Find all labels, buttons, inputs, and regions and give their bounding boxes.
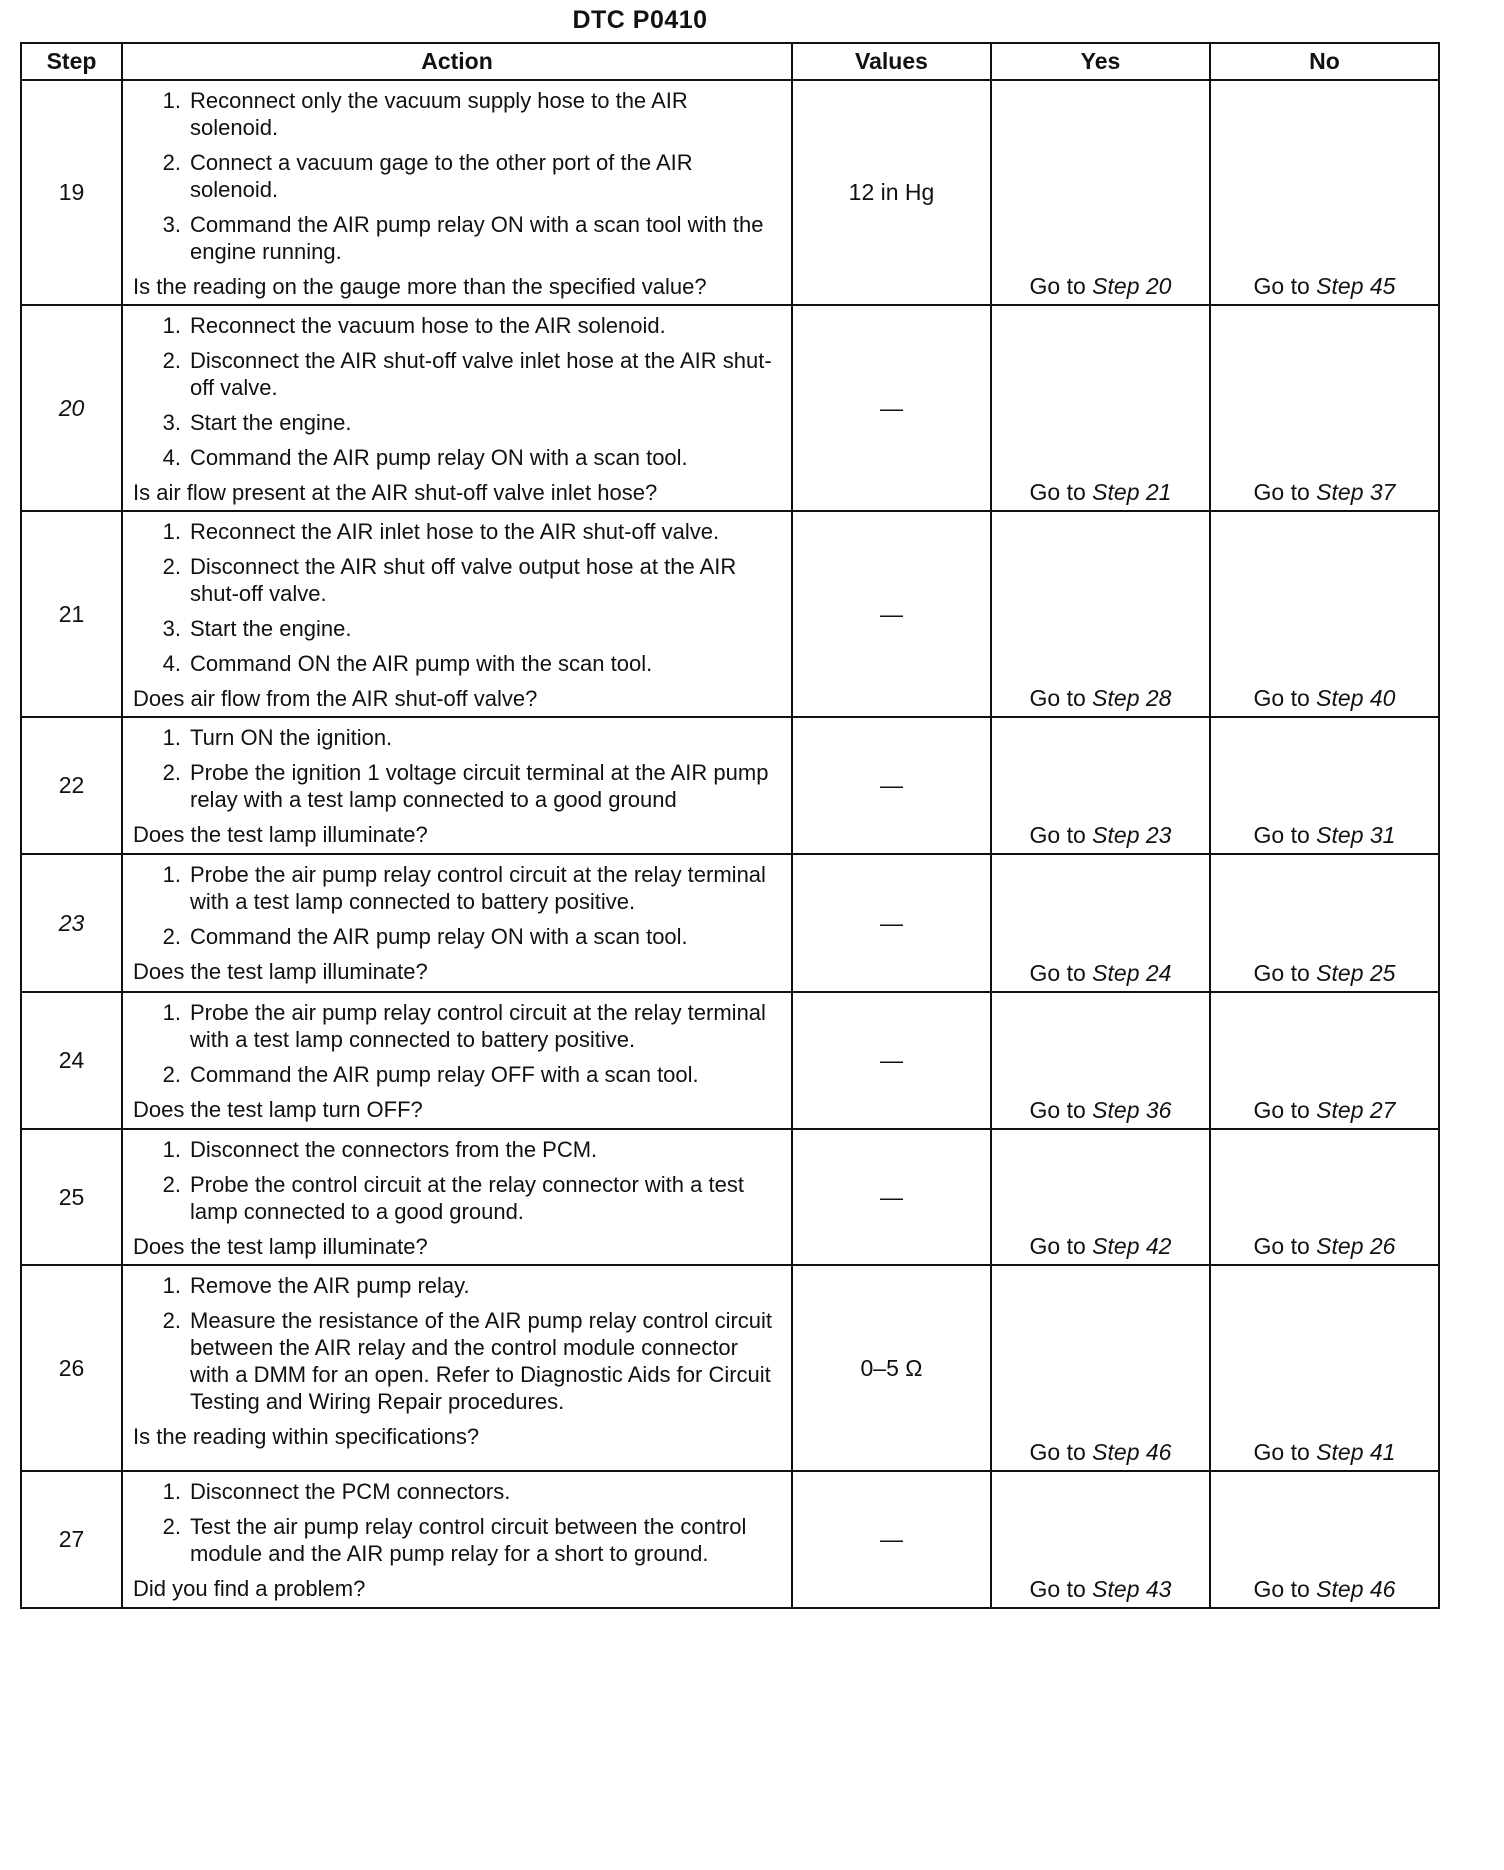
table-row bbox=[21, 1265, 1439, 1471]
yes-step-link[interactable]: Step 23 bbox=[1092, 822, 1172, 848]
spec-value: — bbox=[792, 1471, 991, 1608]
substep-text: Test the air pump relay control circuit between the control module and the AIR pump relay for a short to ground. bbox=[190, 1514, 747, 1566]
action-cell bbox=[122, 305, 792, 511]
yes-step-link[interactable]: Step 43 bbox=[1092, 1576, 1172, 1602]
no-goto-cell bbox=[1210, 1471, 1439, 1608]
table-row bbox=[21, 992, 1439, 1129]
substep-number: 1. bbox=[162, 1273, 181, 1298]
no-step-link[interactable]: Step 45 bbox=[1316, 273, 1396, 299]
goto-prefix: Go to bbox=[1029, 1233, 1093, 1259]
yes-step-link[interactable]: Step 20 bbox=[1092, 273, 1172, 299]
substep-text: Measure the resistance of the AIR pump relay control circuit between the AIR relay and the control module connector with a DMM for an open. Refer to Diagnostic Aids for Circuit Testing and Wiring Repair procedures. bbox=[190, 1308, 773, 1414]
goto-prefix: Go to bbox=[1253, 479, 1317, 505]
step-question: Does the test lamp illuminate? bbox=[133, 1234, 428, 1259]
goto-prefix: Go to bbox=[1253, 822, 1317, 848]
substep-text: Disconnect the AIR shut-off valve inlet hose at the AIR shut-off valve. bbox=[190, 348, 772, 400]
substep-list bbox=[133, 1478, 781, 1567]
substep-item bbox=[133, 1171, 781, 1225]
no-goto-cell bbox=[1210, 1265, 1439, 1471]
step-number: 19 bbox=[21, 80, 122, 305]
table-row bbox=[21, 305, 1439, 511]
goto-prefix: Go to bbox=[1029, 273, 1093, 299]
action-cell bbox=[122, 992, 792, 1129]
substep-text: Command the AIR pump relay ON with a scan tool. bbox=[190, 924, 688, 949]
substep-item bbox=[133, 1513, 781, 1567]
goto-prefix: Go to bbox=[1253, 960, 1317, 986]
substep-number: 3. bbox=[162, 212, 181, 237]
step-question: Is the reading within specifications? bbox=[133, 1424, 480, 1449]
goto-prefix: Go to bbox=[1253, 1439, 1317, 1465]
substep-number: 2. bbox=[162, 924, 181, 949]
substep-number: 2. bbox=[162, 1308, 181, 1333]
substep-number: 1. bbox=[162, 1137, 181, 1162]
substep-item bbox=[133, 650, 781, 677]
step-question: Does the test lamp illuminate? bbox=[133, 822, 428, 847]
substep-list bbox=[133, 1136, 781, 1225]
substep-text: Probe the ignition 1 voltage circuit terminal at the AIR pump relay with a test lamp connected to a good ground bbox=[190, 760, 769, 812]
no-step-link[interactable]: Step 46 bbox=[1316, 1576, 1396, 1602]
no-goto-cell bbox=[1210, 992, 1439, 1129]
substep-number: 1. bbox=[162, 725, 181, 750]
step-number: 23 bbox=[21, 854, 122, 992]
substep-item bbox=[133, 149, 781, 203]
table-row bbox=[21, 511, 1439, 717]
substep-text: Connect a vacuum gage to the other port of the AIR solenoid. bbox=[190, 150, 693, 202]
step-number: 27 bbox=[21, 1471, 122, 1608]
substep-text: Start the engine. bbox=[190, 616, 352, 641]
spec-value: — bbox=[792, 1129, 991, 1265]
no-step-link[interactable]: Step 25 bbox=[1316, 960, 1396, 986]
header-yes: Yes bbox=[991, 43, 1210, 80]
substep-number: 2. bbox=[162, 1062, 181, 1087]
substep-text: Command the AIR pump relay OFF with a scan tool. bbox=[190, 1062, 699, 1087]
table-row bbox=[21, 854, 1439, 992]
substep-item bbox=[133, 347, 781, 401]
no-step-link[interactable]: Step 41 bbox=[1316, 1439, 1396, 1465]
goto-prefix: Go to bbox=[1253, 273, 1317, 299]
spec-value: — bbox=[792, 511, 991, 717]
yes-step-link[interactable]: Step 28 bbox=[1092, 685, 1172, 711]
no-goto-cell bbox=[1210, 717, 1439, 854]
substep-number: 4. bbox=[162, 445, 181, 470]
substep-list bbox=[133, 724, 781, 813]
yes-goto-cell bbox=[991, 1471, 1210, 1608]
substep-item bbox=[133, 553, 781, 607]
substep-text: Reconnect only the vacuum supply hose to the AIR solenoid. bbox=[190, 88, 688, 140]
spec-value: — bbox=[792, 305, 991, 511]
substep-list bbox=[133, 861, 781, 950]
substep-item bbox=[133, 1307, 781, 1415]
no-goto-cell bbox=[1210, 511, 1439, 717]
action-cell bbox=[122, 1129, 792, 1265]
action-cell bbox=[122, 80, 792, 305]
substep-number: 3. bbox=[162, 410, 181, 435]
substep-text: Reconnect the AIR inlet hose to the AIR shut-off valve. bbox=[190, 519, 720, 544]
substep-number: 1. bbox=[162, 519, 181, 544]
substep-text: Probe the air pump relay control circuit at the relay terminal with a test lamp connected to battery positive. bbox=[190, 1000, 766, 1052]
substep-number: 2. bbox=[162, 760, 181, 785]
spec-value: — bbox=[792, 992, 991, 1129]
yes-goto-cell bbox=[991, 992, 1210, 1129]
no-step-link[interactable]: Step 40 bbox=[1316, 685, 1396, 711]
substep-text: Command ON the AIR pump with the scan tool. bbox=[190, 651, 653, 676]
no-goto-cell bbox=[1210, 1129, 1439, 1265]
step-number: 25 bbox=[21, 1129, 122, 1265]
goto-prefix: Go to bbox=[1029, 479, 1093, 505]
substep-number: 1. bbox=[162, 862, 181, 887]
action-cell bbox=[122, 1471, 792, 1608]
substep-number: 2. bbox=[162, 554, 181, 579]
yes-goto-cell bbox=[991, 511, 1210, 717]
table-row bbox=[21, 80, 1439, 305]
substep-text: Remove the AIR pump relay. bbox=[190, 1273, 470, 1298]
substep-text: Disconnect the AIR shut off valve output hose at the AIR shut-off valve. bbox=[190, 554, 737, 606]
step-number: 24 bbox=[21, 992, 122, 1129]
step-number: 26 bbox=[21, 1265, 122, 1471]
substep-item bbox=[133, 1061, 781, 1088]
yes-goto-cell bbox=[991, 1265, 1210, 1471]
substep-text: Probe the control circuit at the relay connector with a test lamp connected to a good ground. bbox=[190, 1172, 744, 1224]
yes-step-link[interactable]: Step 36 bbox=[1092, 1097, 1172, 1123]
goto-prefix: Go to bbox=[1253, 1233, 1317, 1259]
substep-number: 4. bbox=[162, 651, 181, 676]
substep-list bbox=[133, 87, 781, 265]
substep-item bbox=[133, 759, 781, 813]
header-action: Action bbox=[122, 43, 792, 80]
substep-list bbox=[133, 518, 781, 677]
substep-number: 2. bbox=[162, 348, 181, 373]
goto-prefix: Go to bbox=[1029, 822, 1093, 848]
goto-prefix: Go to bbox=[1029, 1439, 1093, 1465]
no-step-link[interactable]: Step 37 bbox=[1316, 479, 1396, 505]
no-step-link[interactable]: Step 31 bbox=[1316, 822, 1396, 848]
substep-number: 3. bbox=[162, 616, 181, 641]
document-title: DTC P0410 bbox=[572, 6, 708, 34]
step-question: Does the test lamp turn OFF? bbox=[133, 1097, 423, 1122]
substep-number: 2. bbox=[162, 1514, 181, 1539]
substep-item bbox=[133, 444, 781, 471]
action-cell bbox=[122, 854, 792, 992]
substep-number: 2. bbox=[162, 150, 181, 175]
substep-text: Turn ON the ignition. bbox=[190, 725, 393, 750]
step-question: Did you find a problem? bbox=[133, 1576, 366, 1601]
substep-item bbox=[133, 999, 781, 1053]
yes-goto-cell bbox=[991, 305, 1210, 511]
no-goto-cell bbox=[1210, 305, 1439, 511]
yes-goto-cell bbox=[991, 1129, 1210, 1265]
header-step: Step bbox=[21, 43, 122, 80]
no-goto-cell bbox=[1210, 854, 1439, 992]
substep-item bbox=[133, 87, 781, 141]
no-goto-cell bbox=[1210, 80, 1439, 305]
substep-item bbox=[133, 724, 781, 751]
substep-list bbox=[133, 999, 781, 1088]
action-cell bbox=[122, 1265, 792, 1471]
substep-number: 2. bbox=[162, 1172, 181, 1197]
substep-item bbox=[133, 1478, 781, 1505]
step-question: Does air flow from the AIR shut-off valve? bbox=[133, 686, 538, 711]
table-header-row bbox=[21, 43, 1439, 80]
substep-item bbox=[133, 211, 781, 265]
goto-prefix: Go to bbox=[1253, 1097, 1317, 1123]
substep-number: 1. bbox=[162, 313, 181, 338]
substep-list bbox=[133, 312, 781, 471]
yes-step-link[interactable]: Step 21 bbox=[1092, 479, 1172, 505]
step-question: Is air flow present at the AIR shut-off valve inlet hose? bbox=[133, 480, 658, 505]
yes-goto-cell bbox=[991, 717, 1210, 854]
yes-goto-cell bbox=[991, 80, 1210, 305]
substep-text: Probe the air pump relay control circuit at the relay terminal with a test lamp connected to battery positive. bbox=[190, 862, 766, 914]
table-row bbox=[21, 1129, 1439, 1265]
header-no: No bbox=[1210, 43, 1439, 80]
step-number: 20 bbox=[21, 305, 122, 511]
spec-value: 0–5 Ω bbox=[792, 1265, 991, 1471]
substep-text: Disconnect the PCM connectors. bbox=[190, 1479, 511, 1504]
substep-number: 1. bbox=[162, 1479, 181, 1504]
goto-prefix: Go to bbox=[1029, 1097, 1093, 1123]
substep-text: Command the AIR pump relay ON with a scan tool. bbox=[190, 445, 688, 470]
substep-text: Command the AIR pump relay ON with a scan tool with the engine running. bbox=[190, 212, 764, 264]
substep-number: 1. bbox=[162, 1000, 181, 1025]
substep-item bbox=[133, 518, 781, 545]
step-number: 21 bbox=[21, 511, 122, 717]
goto-prefix: Go to bbox=[1029, 1576, 1093, 1602]
table-row bbox=[21, 1471, 1439, 1608]
goto-prefix: Go to bbox=[1253, 1576, 1317, 1602]
substep-list bbox=[133, 1272, 781, 1415]
substep-item bbox=[133, 861, 781, 915]
yes-goto-cell bbox=[991, 854, 1210, 992]
step-number: 22 bbox=[21, 717, 122, 854]
substep-item bbox=[133, 409, 781, 436]
action-cell bbox=[122, 717, 792, 854]
substep-item bbox=[133, 1272, 781, 1299]
goto-prefix: Go to bbox=[1029, 685, 1093, 711]
substep-item bbox=[133, 923, 781, 950]
action-cell bbox=[122, 511, 792, 717]
diagnostic-table bbox=[20, 42, 1440, 1609]
yes-step-link[interactable]: Step 24 bbox=[1092, 960, 1172, 986]
substep-text: Start the engine. bbox=[190, 410, 352, 435]
substep-item bbox=[133, 615, 781, 642]
substep-item bbox=[133, 312, 781, 339]
yes-step-link[interactable]: Step 46 bbox=[1092, 1439, 1172, 1465]
substep-text: Disconnect the connectors from the PCM. bbox=[190, 1137, 598, 1162]
no-step-link[interactable]: Step 27 bbox=[1316, 1097, 1396, 1123]
step-question: Is the reading on the gauge more than the specified value? bbox=[133, 274, 707, 299]
header-values: Values bbox=[792, 43, 991, 80]
goto-prefix: Go to bbox=[1253, 685, 1317, 711]
no-step-link[interactable]: Step 26 bbox=[1316, 1233, 1396, 1259]
goto-prefix: Go to bbox=[1029, 960, 1093, 986]
substep-item bbox=[133, 1136, 781, 1163]
yes-step-link[interactable]: Step 42 bbox=[1092, 1233, 1172, 1259]
substep-number: 1. bbox=[162, 88, 181, 113]
spec-value: — bbox=[792, 717, 991, 854]
substep-text: Reconnect the vacuum hose to the AIR solenoid. bbox=[190, 313, 666, 338]
step-question: Does the test lamp illuminate? bbox=[133, 959, 428, 984]
table-row bbox=[21, 717, 1439, 854]
spec-value: 12 in Hg bbox=[792, 80, 991, 305]
spec-value: — bbox=[792, 854, 991, 992]
